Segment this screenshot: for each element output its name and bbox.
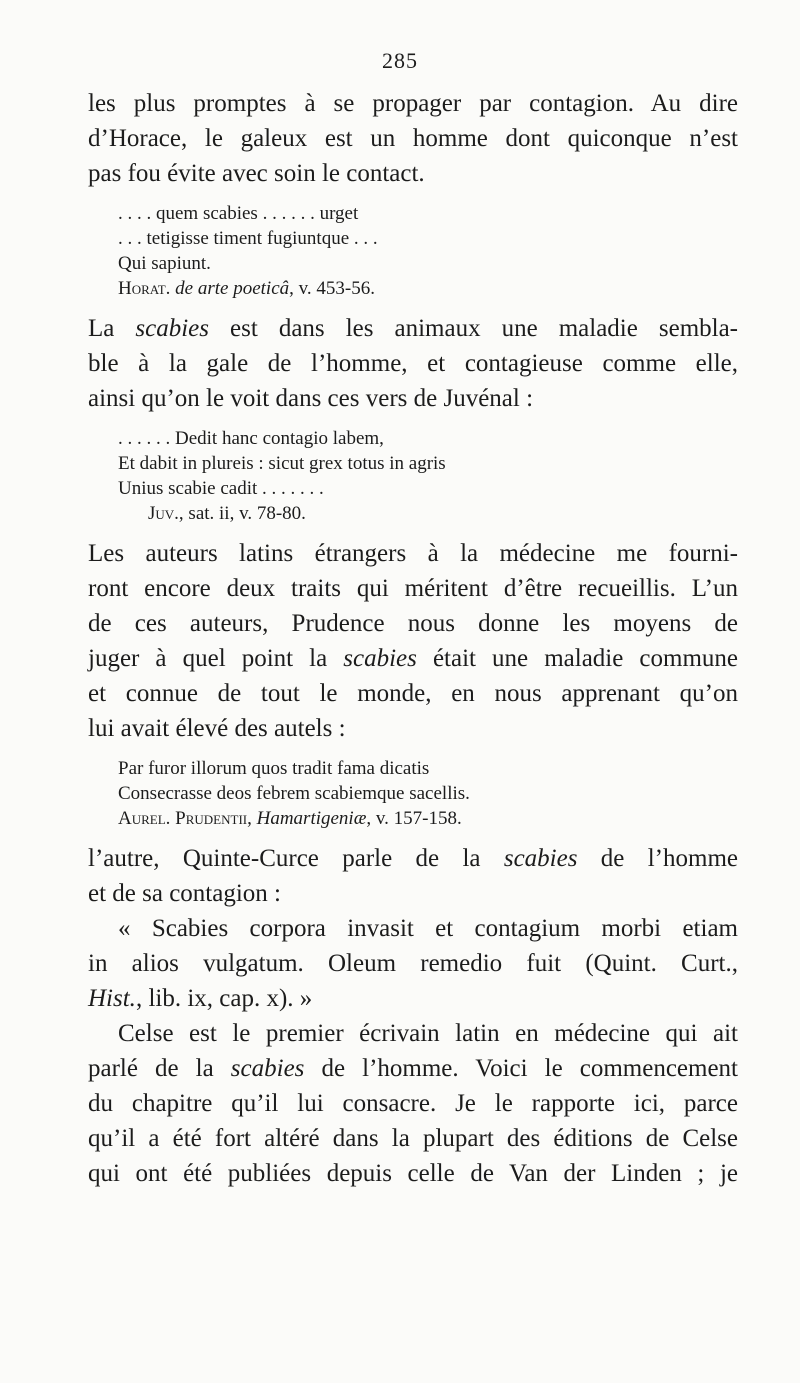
quote-line: Unius scabie cadit . . . . . . . <box>118 478 324 499</box>
citation <box>118 276 738 301</box>
emphasis: scabies <box>135 315 210 342</box>
citation <box>118 806 738 831</box>
text-run: est dans les animaux une maladie sembla- <box>209 315 739 342</box>
citation-reference: , v. 157-158. <box>366 808 462 829</box>
text-run: de l’homme <box>577 845 738 872</box>
text-run: juger à quel point la <box>88 645 344 672</box>
text-line: de ces auteurs, Prudence nous donne les moyens de <box>88 610 738 637</box>
quote-line: . . . . quem scabies . . . . . . urget <box>118 203 359 224</box>
text-line: ble à la gale de l’homme, et contagieuse comme elle, <box>88 350 738 377</box>
citation-reference: , sat. ii, v. 78-80. <box>178 503 306 524</box>
text-line <box>88 1051 738 1086</box>
quote-line: Qui sapiunt. <box>118 253 211 274</box>
text-line: in alios vulgatum. Oleum remedio fuit (Quint. Curt., <box>88 950 738 977</box>
text-line: pas fou évite avec soin le contact. <box>88 160 425 187</box>
quote-line: . . . . . . Dedit hanc contagio labem, <box>118 428 384 449</box>
text-line: Celse est le premier écrivain latin en médecine qui ait <box>118 1020 738 1047</box>
citation-reference: , v. 453-56. <box>289 278 375 299</box>
text-line: ront encore deux traits qui méritent d’être recueillis. L’un <box>88 575 738 602</box>
quote-horace <box>118 201 738 301</box>
text-run: La <box>88 315 136 342</box>
text-line <box>88 981 738 1016</box>
citation-author: Juv. <box>148 503 179 524</box>
paragraph-5 <box>88 911 738 1016</box>
quote-line: Consecrasse deos febrem scabiemque sacellis. <box>118 783 470 804</box>
text-line <box>88 841 738 876</box>
paragraph-2 <box>88 311 738 416</box>
paragraph-6 <box>88 1016 738 1191</box>
text-run: l’autre, Quinte-Curce parle de la <box>88 845 504 872</box>
quote-line: Et dabit in plureis : sicut grex totus in agris <box>118 453 446 474</box>
body-text <box>88 86 738 1191</box>
text-line: qu’il a été fort altéré dans la plupart des éditions de Celse <box>88 1125 738 1152</box>
citation-work: de arte poeticâ <box>175 278 290 299</box>
quote-prudence <box>118 756 738 831</box>
text-line: les plus promptes à se propager par contagion. Au dire <box>88 90 738 117</box>
text-line: qui ont été publiées depuis celle de Van der Linden ; je <box>88 1160 738 1187</box>
emphasis: scabies <box>503 845 578 872</box>
text-line <box>88 641 738 676</box>
text-line: Les auteurs latins étrangers à la médecine me fourni- <box>88 540 738 567</box>
text-line: et connue de tout le monde, en nous apprenant qu’on <box>88 680 738 707</box>
text-run: de l’homme. Voici le commencement <box>304 1055 738 1082</box>
citation-work: Hamartigeniæ <box>256 808 367 829</box>
text-line: « Scabies corpora invasit et contagium morbi etiam <box>118 915 738 942</box>
paragraph-3 <box>88 536 738 746</box>
text-line: du chapitre qu’il lui consacre. Je le rapporte ici, parce <box>88 1090 738 1117</box>
citation-author: Horat. <box>118 278 171 299</box>
emphasis: scabies <box>343 645 417 672</box>
text-line <box>88 311 738 346</box>
text-run: , lib. ix, cap. x). » <box>135 985 313 1012</box>
page-number: 285 <box>382 48 418 73</box>
paragraph-4 <box>88 841 738 911</box>
emphasis: scabies <box>230 1055 305 1082</box>
text-run: parlé de la <box>88 1055 231 1082</box>
quote-juvenal <box>118 426 738 526</box>
text-run: était une maladie commune <box>416 645 738 672</box>
text-line: lui avait élevé des autels : <box>88 715 346 742</box>
citation-author: Aurel. Prudentii, <box>118 808 252 829</box>
text-line: et de sa contagion : <box>88 880 281 907</box>
text-line: d’Horace, le galeux est un homme dont quiconque n’est <box>88 125 738 152</box>
text-line: ainsi qu’on le voit dans ces vers de Juvénal : <box>88 385 534 412</box>
emphasis: Hist. <box>88 985 136 1012</box>
paragraph-1 <box>88 86 738 191</box>
citation <box>118 501 738 526</box>
quote-line: Par furor illorum quos tradit fama dicatis <box>118 758 430 779</box>
quote-line: . . . tetigisse timent fugiuntque . . . <box>118 228 378 249</box>
